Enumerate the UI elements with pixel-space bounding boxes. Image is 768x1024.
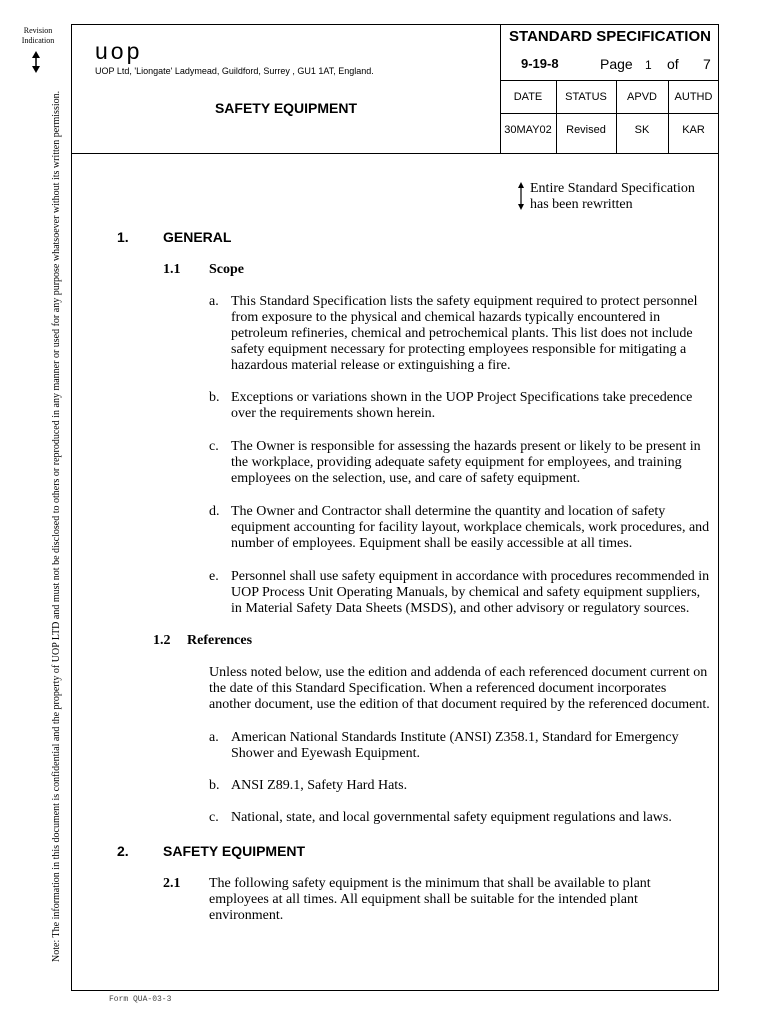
confidentiality-note: Note: The information in this document is confidential and the property of UOP LTD and must not be disclosed to others or reproduced in any manner or used for any purpose whatsoever without its written permission. (51, 90, 62, 962)
scope-item-e (231, 569, 711, 617)
company-logo: uop (95, 38, 143, 64)
col-header-date: DATE (513, 91, 543, 103)
text-line: The Owner and Contractor shall determine the quantity and location of safety (231, 504, 666, 519)
value-status: Revised (566, 124, 606, 136)
page-total: 7 (703, 56, 711, 72)
reference-item-a (231, 730, 711, 762)
text-line: UOP Process Unit Operating Manuals, by chemical and safety equipment suppliers, (231, 585, 701, 600)
col-header-status: STATUS (565, 91, 607, 103)
text-line: environment. (209, 908, 284, 923)
revision-note-arrow-icon (516, 182, 526, 210)
spec-label: STANDARD SPECIFICATION (509, 28, 711, 45)
item-label: c. (209, 810, 219, 825)
page-number: 1 (645, 58, 652, 72)
text-line: over the requirements shown herein. (231, 406, 436, 421)
text-line: The following safety equipment is the minimum that shall be available to plant (209, 876, 651, 891)
revision-note (530, 181, 730, 213)
text-line: number of employees. Equipment shall be easily accessible at all times. (231, 536, 633, 551)
section-1-1-title: Scope (209, 262, 244, 277)
item-label: a. (209, 730, 219, 745)
text-line: The Owner is responsible for assessing the hazards present or likely to be present in (231, 439, 701, 454)
scope-item-d (231, 504, 711, 552)
text-line: safety equipment necessary for protecting employees responsible for mitigating a (231, 342, 687, 357)
text-line: the workplace, providing adequate safety equipment for employees, and training (231, 455, 682, 470)
references-intro (209, 665, 714, 713)
col-header-apvd: APVD (627, 91, 657, 103)
value-authd: KAR (682, 124, 705, 136)
section-1-number: 1. (117, 229, 129, 245)
section-2-number: 2. (117, 843, 129, 859)
section-1-title: GENERAL (163, 229, 232, 245)
section-1-2-number: 1.2 (153, 633, 171, 648)
item-label: b. (209, 778, 220, 793)
value-date: 30MAY02 (504, 124, 552, 136)
text-line: petroleum refineries, chemical and petrochemical plants. This list does not include (231, 326, 693, 341)
text-line: Unless noted below, use the edition and addenda of each referenced document current on (209, 665, 708, 680)
text-line: National, state, and local governmental safety equipment regulations and laws. (231, 810, 672, 825)
text-line: another document, use the edition of that document required by the referenced document. (209, 697, 710, 712)
document-title: SAFETY EQUIPMENT (214, 100, 358, 116)
text-line: ANSI Z89.1, Safety Hard Hats. (231, 778, 408, 793)
section-1-1-number: 1.1 (163, 262, 181, 277)
revision-note-line1: Entire Standard Specification (530, 181, 695, 196)
value-apvd: SK (634, 124, 650, 136)
text-line: employees on the selection, use, and care of safety equipment. (231, 471, 581, 486)
scope-item-a (231, 294, 711, 374)
text-line: the date of this Standard Specification. When a referenced document incorporates (209, 681, 667, 696)
spec-row-divider (500, 80, 719, 81)
company-address: UOP Ltd, 'Liongate' Ladymead, Guildford, Surrey , GU1 1AT, England. (95, 66, 374, 76)
section-2-title: SAFETY EQUIPMENT (163, 843, 306, 859)
text-line: from exposure to the physical and chemical hazards typically encountered in (231, 310, 661, 325)
text-line: Exceptions or variations shown in the UOP Project Specifications take precedence (231, 390, 693, 405)
text-line: employees at all times. All equipment shall be suitable for the intended plant (209, 892, 638, 907)
reference-item-b (231, 778, 711, 794)
section-2-1-number: 2.1 (163, 876, 181, 891)
form-label: Form QUA-03-3 (109, 995, 172, 1004)
text-line: This Standard Specification lists the safety equipment required to protect personnel (231, 294, 698, 309)
reference-item-c (231, 810, 711, 826)
text-line: in Material Safety Data Sheets (MSDS), and other advisory or regulatory sources. (231, 601, 690, 616)
page-label: Page (600, 56, 633, 72)
text-line: equipment accounting for facility layout, workplace chemicals, work procedures, and (231, 520, 710, 535)
item-label: a. (209, 294, 219, 309)
section-2-1-text (209, 876, 709, 924)
text-line: Personnel shall use safety equipment in accordance with procedures recommended in (231, 569, 710, 584)
col-header-authd: AUTHD (674, 91, 713, 103)
revision-indication-label: Revision Indication (21, 26, 55, 45)
revision-note-line2: has been rewritten (530, 197, 633, 212)
header-divider (71, 153, 719, 154)
spec-number: 9-19-8 (521, 56, 559, 71)
item-label: d. (209, 504, 220, 519)
item-label: e. (209, 569, 219, 584)
item-label: b. (209, 390, 220, 405)
scope-item-c (231, 439, 711, 487)
item-label: c. (209, 439, 219, 454)
text-line: American National Standards Institute (ANSI) Z358.1, Standard for Emergency (231, 730, 679, 745)
section-1-2-title: References (187, 633, 253, 648)
text-line: Shower and Eyewash Equipment. (231, 746, 420, 761)
cols-row-divider (500, 113, 719, 114)
of-label: of (667, 56, 679, 72)
text-line: hazardous material release or extinguishing a fire. (231, 358, 511, 373)
scope-item-b (231, 390, 711, 422)
revision-arrow-icon (26, 50, 46, 74)
